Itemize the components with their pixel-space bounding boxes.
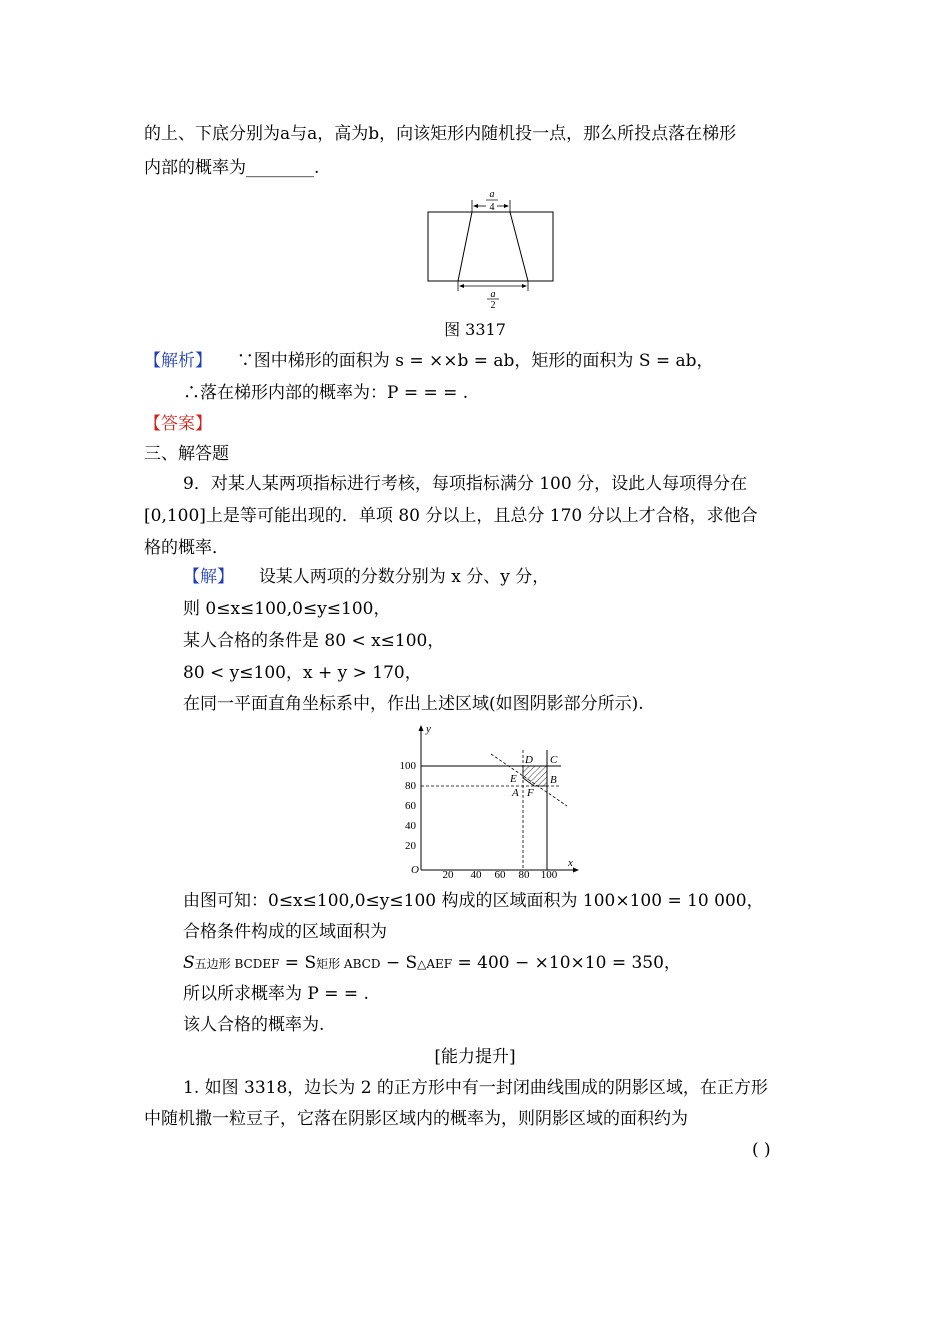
s-rect-sub: 矩形 ABCD bbox=[316, 957, 381, 971]
point-D: D bbox=[525, 754, 533, 766]
solution-line1: 设某人两项的分数分别为 x 分、y 分， bbox=[258, 567, 550, 587]
solution-after5: 该人合格的概率为. bbox=[183, 1015, 325, 1035]
x-tick-40: 40 bbox=[470, 869, 482, 881]
trapezoid-outline bbox=[458, 212, 528, 281]
solution-line3: 某人合格的条件是 80 < x≤100， bbox=[183, 631, 445, 651]
eq-part-d: = 400 − ×10×10 = 350， bbox=[452, 953, 681, 973]
shaded-region bbox=[523, 766, 547, 786]
problem8-line1: 的上、下底分别为a与a，高为b，向该矩形内随机投一点，那么所投点落在梯形 bbox=[144, 124, 737, 144]
analysis-line2: ∴落在梯形内部的概率为：P = = = . bbox=[183, 383, 469, 403]
point-A: A bbox=[512, 787, 519, 799]
top-label-den: 4 bbox=[489, 202, 495, 213]
analysis-tag: 【解析】 bbox=[144, 351, 212, 370]
solution-after4: 所以所求概率为 P = = . bbox=[183, 984, 369, 1004]
y-tick-20: 20 bbox=[405, 840, 416, 852]
solution-after3 bbox=[183, 951, 681, 976]
y-axis-label: y bbox=[426, 723, 431, 735]
solution-line5: 在同一平面直角坐标系中，作出上述区域(如图阴影部分所示). bbox=[183, 694, 644, 714]
y-tick-100: 100 bbox=[399, 760, 416, 772]
bottom-label-den: 2 bbox=[490, 300, 496, 310]
answer-tag: 【答案】 bbox=[144, 414, 212, 433]
s-tri-sub: △AEF bbox=[417, 957, 453, 971]
bottom-label-num: a bbox=[490, 289, 496, 300]
point-E: E bbox=[510, 773, 517, 785]
figure-3317-caption: 图 3317 bbox=[444, 320, 506, 339]
problem9-line3: 格的概率． bbox=[144, 538, 229, 558]
x-axis-label: x bbox=[568, 857, 573, 869]
x-tick-100: 100 bbox=[540, 869, 558, 881]
x-tick-20: 20 bbox=[442, 869, 454, 881]
point-F: F bbox=[527, 787, 534, 799]
ability-title: [能力提升] bbox=[434, 1047, 516, 1067]
s-pentagon-symbol: S bbox=[183, 953, 195, 973]
x-tick-60: 60 bbox=[494, 869, 506, 881]
problem9-line2: [0,100]上是等可能出现的．单项 80 分以上，且总分 170 分以上才合格，求他合 bbox=[144, 506, 758, 526]
problem9-line1: 9．对某人某两项指标进行考核，每项指标满分 100 分，设此人每项得分在 bbox=[183, 474, 748, 494]
s-pentagon-sub: 五边形 BCDEF bbox=[194, 957, 280, 971]
x-tick-80: 80 bbox=[518, 869, 530, 881]
eq-part-b: = S bbox=[279, 953, 317, 973]
point-B: B bbox=[550, 774, 557, 786]
solution-line2: 则 0≤x≤100,0≤y≤100， bbox=[183, 599, 391, 619]
analysis-line1: ∵图中梯形的面积为 s = ××b = ab，矩形的面积为 S = ab， bbox=[236, 351, 714, 371]
trapezoid-figure bbox=[420, 186, 560, 310]
y-tick-40: 40 bbox=[405, 820, 416, 832]
answer-paren: ( ) bbox=[752, 1140, 771, 1160]
y-tick-80: 80 bbox=[405, 780, 416, 792]
solution-tag: 【解】 bbox=[183, 567, 234, 586]
solution-after1: 由图可知：0≤x≤100,0≤y≤100 构成的区域面积为 100×100 = 10 000， bbox=[183, 891, 764, 911]
eq-part-c: − S bbox=[380, 953, 418, 973]
rectangle-outline bbox=[428, 212, 553, 281]
section-title: 三、解答题 bbox=[144, 444, 229, 464]
coordinate-graph bbox=[394, 720, 584, 882]
problem8-line2: 内部的概率为________. bbox=[144, 158, 320, 178]
origin-label: O bbox=[411, 864, 419, 876]
solution-after2: 合格条件构成的区域面积为 bbox=[183, 922, 387, 942]
solution-line4: 80 < y≤100，x + y > 170， bbox=[183, 663, 422, 683]
y-tick-60: 60 bbox=[405, 800, 416, 812]
ability-line2: 中随机撒一粒豆子，它落在阴影区域内的概率为，则阴影区域的面积约为 bbox=[144, 1109, 688, 1129]
ability-line1: 1. 如图 3318，边长为 2 的正方形中有一封闭曲线围成的阴影区域，在正方形 bbox=[183, 1078, 768, 1098]
point-C: C bbox=[550, 754, 558, 766]
top-label-num: a bbox=[489, 189, 495, 200]
